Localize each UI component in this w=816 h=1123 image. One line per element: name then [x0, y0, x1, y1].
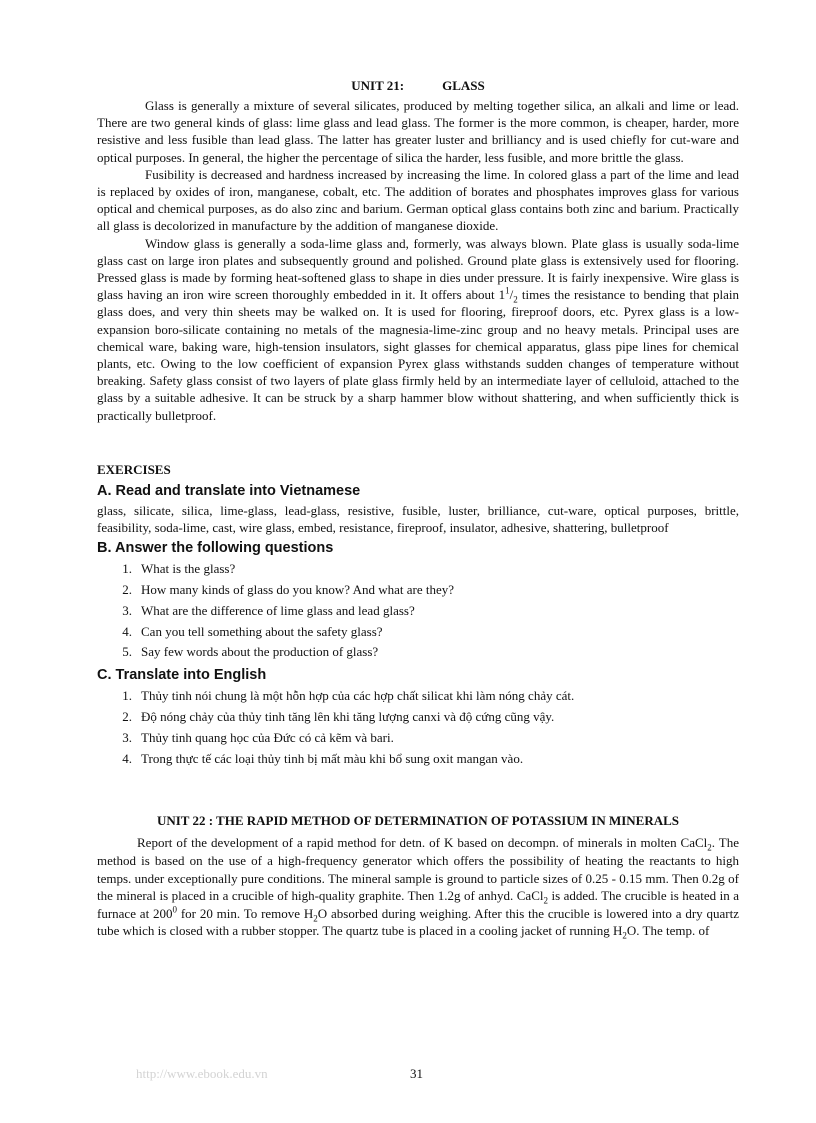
list-item: 4 . Trong thực tế các loại thủy tinh bị mất màu khi bổ sung oxit mangan vào. — [97, 749, 739, 770]
unit21-paragraph-2: Fusibility is decreased and hardness increased by increasing the lime. In colored glass a part of the lime and lead is replaced by oxides of iron, manganese, cobalt, etc. The addition of borates and phosphates improves glass for various optical and chemical purposes, as do also zinc and barium. German optical glass contains both zinc and barium. Practically all glass is decolorized in manufacture by the addition of manganese dioxide. — [97, 166, 739, 234]
unit21-title — [97, 78, 739, 94]
vocabulary-list: glass, silicate, silica, lime-glass, lead-glass, resistive, fusible, luster, brilliance, cut-ware, optical purposes, brittle, feasibility, soda-lime, cast, wire glass, embed, resistance, fireproof, insulator, adhesive, shattering, bulletproof — [97, 502, 739, 536]
p3-part-a: Window glass is generally a soda-lime glass and, formerly, was always blown. Plate glass is usually soda-lime glass cast on large iron plates and subsequently ground and polished. Ground plate glass is extensively used for flooring. Pressed glass is made by forming heat-softened glass to shape in dies under pressure. It is fairly inexpensive. Wire glass is glass having an iron wire screen thoroughly embedded in it. It offers about 1 — [97, 235, 739, 303]
question-text: Say few words about the production of glass? — [141, 644, 379, 660]
question-list — [97, 559, 739, 663]
unit21-subject: GLASS — [442, 78, 485, 93]
translation-list — [97, 686, 739, 769]
fraction-numerator: 1 — [505, 285, 510, 296]
section-a-title: A. Read and translate into Vietnamese — [97, 482, 361, 499]
list-item: 1 . What is the glass? — [97, 559, 739, 580]
question-text: What is the glass? — [141, 561, 236, 577]
list-item: 1 . Thủy tinh nói chung là một hỗn hợp của các hợp chất silicat khi làm nóng chảy cát. — [97, 686, 739, 707]
page-footer — [0, 1066, 816, 1084]
section-c-title: C. Translate into English — [97, 667, 267, 684]
question-text: How many kinds of glass do you know? And what are they? — [141, 582, 455, 598]
fraction-denominator: 2 — [513, 294, 518, 305]
question-text: What are the difference of lime glass and lead glass? — [141, 602, 415, 618]
sentence-text: Thủy tinh quang học của Đức có cả kẽm và bari. — [141, 729, 394, 745]
footer-url[interactable]: http://www.ebook.edu.vn — [136, 1066, 268, 1081]
sentence-text: Thủy tinh nói chung là một hỗn hợp của các hợp chất silicat khi làm nóng chảy cát. — [141, 688, 575, 704]
page-content — [97, 78, 739, 940]
section-b-title: B. Answer the following questions — [97, 540, 334, 557]
unit22-title: UNIT 22 : THE RAPID METHOD OF DETERMINATION OF POTASSIUM IN MINERALS — [156, 813, 680, 829]
list-item: 4 . Can you tell something about the safety glass? — [97, 622, 739, 643]
list-item: 2 . Độ nóng chảy của thủy tinh tăng lên khi tăng lượng canxi và độ cứng cũng vậy. — [97, 707, 739, 728]
list-item: 2 . How many kinds of glass do you know? And what are they? — [97, 580, 739, 601]
fraction-slash: / — [509, 287, 514, 303]
page-number: 31 — [410, 1066, 423, 1081]
list-item: 3 . What are the difference of lime glass and lead glass? — [97, 601, 739, 622]
sentence-text: Trong thực tế các loại thủy tinh bị mất màu khi bổ sung oxit mangan vào. — [141, 750, 524, 766]
question-text: Can you tell something about the safety glass? — [141, 623, 383, 639]
sentence-text: Độ nóng chảy của thủy tinh tăng lên khi tăng lượng canxi và độ cứng cũng vậy. — [141, 709, 555, 725]
unit22-paragraph: Report of the development of a rapid method for detn. of K based on decompn. of minerals in molten CaCl$_2$. The method is based on the use of a high-frequency generator which offers the possibility of heating the reactants to high temps. under exceptionally pure conditions. The mineral sample is ground to particle sizes of 0.25 - 0.15 mm. Then 0.2g of the mineral is placed in a crucible of high-quality graphite. Then 1.2g of anhyd. CaCl$_2$ is added. The crucible is heated in a furnace at $200^0$ for 20 min. To remove $H_2O$ absorbed during weighing. After this the crucible is lowered into a dry quartz tube which is closed with a rubber stopper. The quartz tube is placed in a cooling jacket of running $H_2O$. The temp. of — [97, 835, 739, 941]
unit21-label: UNIT 21: — [351, 78, 405, 93]
list-item: 5 . Say few words about the production of glass? — [97, 642, 739, 663]
unit21-paragraph-1: Glass is generally a mixture of several silicates, produced by melting together silica, an alkali and lime or lead. There are two general kinds of glass: lime glass and lead glass. The former is the more common, is cheaper, harder, more resistive and less fusible than lead glass. The latter has greater luster and brilliancy and is used chiefly for cut-ware and optical purposes. In general, the higher the percentage of silica the harder, less fusible, and more brittle the glass. — [97, 98, 739, 165]
list-item: 3 . Thủy tinh quang học của Đức có cả kẽm và bari. — [97, 728, 739, 749]
p3-part-b: times the resistance to bending that plain glass does, and very thin sheets may be walked on. It is used for flooring, fireproof doors, etc. Pyrex glass is a low-expansion boro-silicate containing no metals of the magnesia-lime-zinc group and no heavy metals. Principal uses are chemical ware, baking ware, high-tension insulators, sight glasses for chemical apparatus, glass pipe lines for chemical plants, etc. Owing to the low coefficient of expansion Pyrex glass withstands sudden changes of temperature without breaking. Safety glass consist of two layers of plate glass firmly held by an intermediate layer of celluloid, attached to the glass by a suitable adhesive. It can be struck by a sharp hammer blow without shattering, and when sufficiently thick is practically bulletproof. — [97, 287, 740, 423]
unit21-paragraph-3 — [97, 235, 739, 424]
exercises-heading: EXERCISES — [97, 461, 171, 477]
